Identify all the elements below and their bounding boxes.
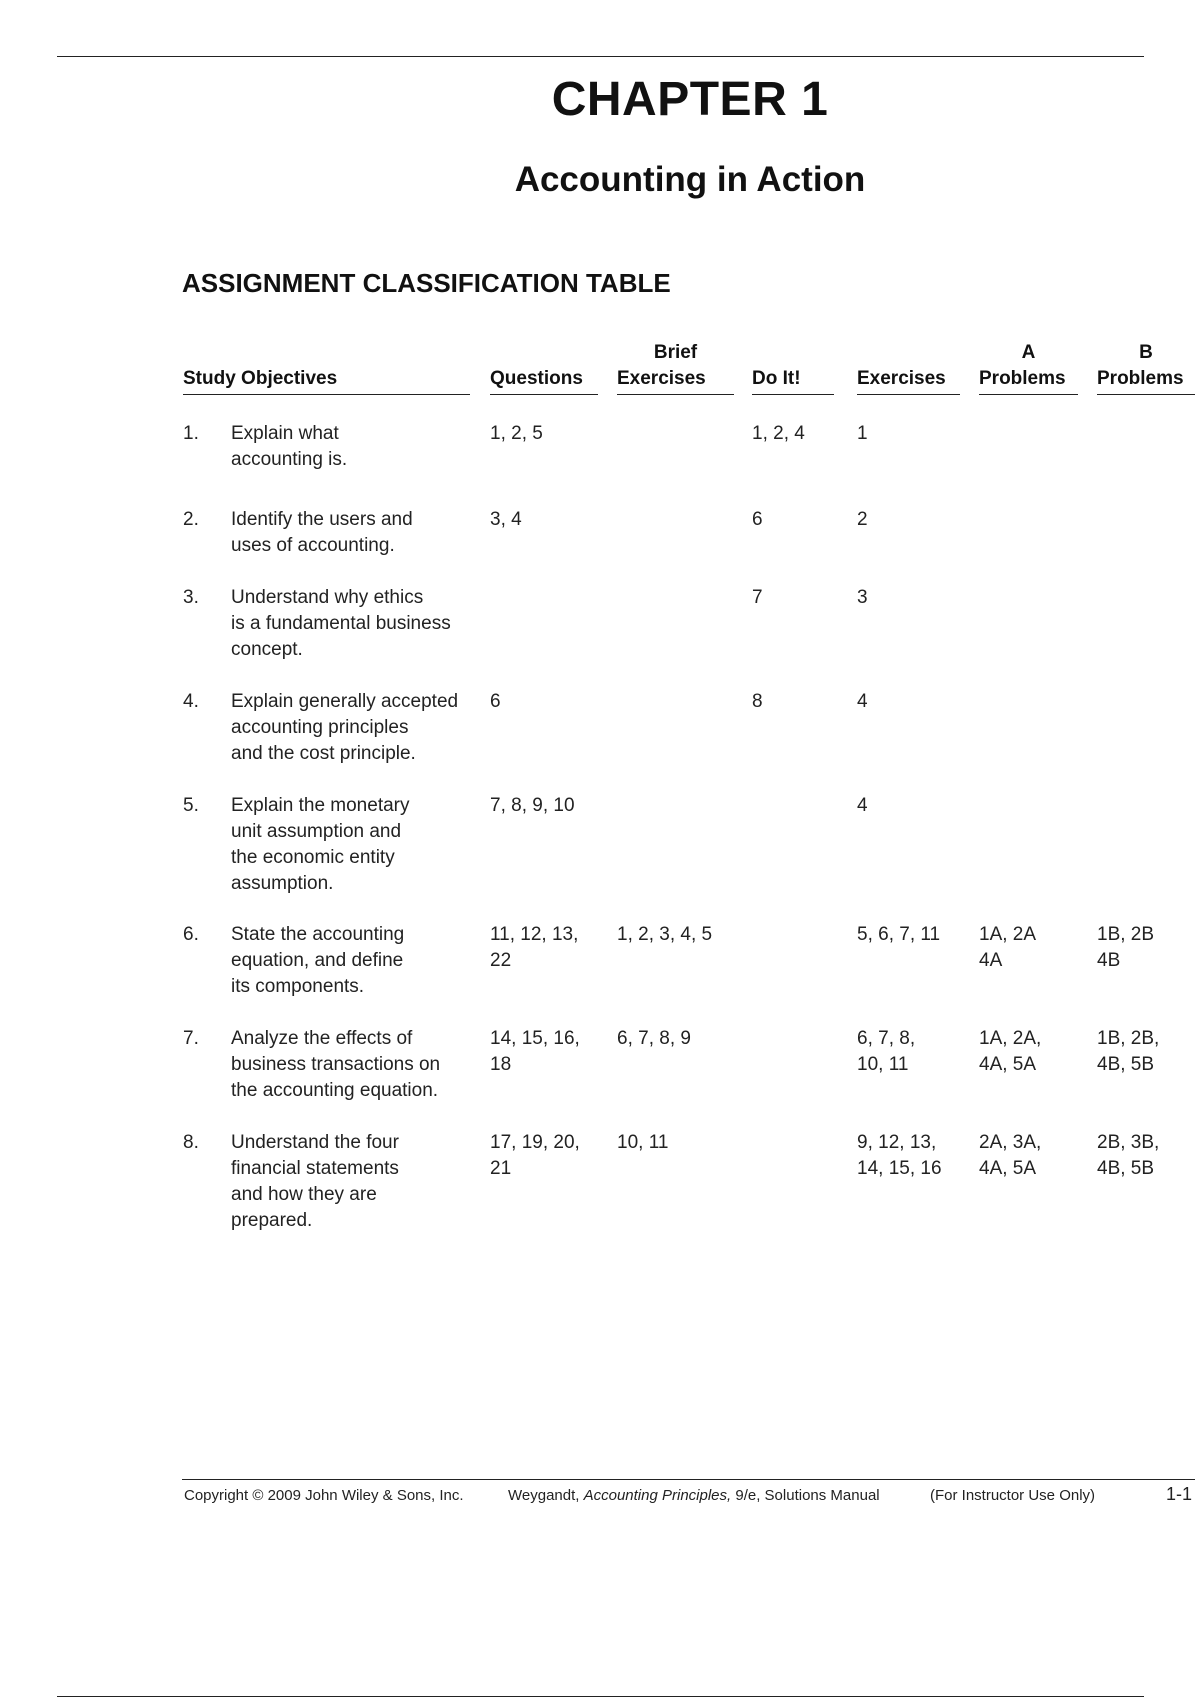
objective-cell <box>231 1130 486 1234</box>
objective-cell-line: Understand the four <box>231 1132 399 1153</box>
b-problems-cell <box>1097 1026 1159 1078</box>
do-it-cell <box>752 585 763 611</box>
exercises-cell-line: 2 <box>857 509 868 530</box>
b-problems-cell <box>1097 1130 1159 1182</box>
objective-cell-line: uses of accounting. <box>231 535 395 556</box>
do-it-cell-line: 8 <box>752 691 763 712</box>
page-number: 1-1 <box>1166 1484 1193 1504</box>
questions-cell <box>490 922 578 974</box>
do-it-cell-line: 7 <box>752 587 763 608</box>
questions-cell-line: 22 <box>490 950 512 971</box>
objective-cell-line: business transactions on <box>231 1054 441 1075</box>
objective-cell-line: the accounting equation. <box>231 1080 439 1101</box>
objective-cell <box>231 1026 486 1104</box>
objective-cell <box>231 507 486 559</box>
questions-cell-line: 1, 2, 5 <box>490 423 543 444</box>
bottom-rule <box>57 1696 1144 1697</box>
exercises-cell-line: 9, 12, 13, <box>857 1132 937 1153</box>
questions-cell-line: 11, 12, 13, <box>490 924 579 945</box>
footer-rule <box>182 1479 1195 1480</box>
objective-number: 2. <box>183 509 199 530</box>
brief-exercises-cell-line: 6, 7, 8, 9 <box>617 1028 691 1049</box>
a-problems-cell-line: 1A, 2A <box>979 924 1037 945</box>
objective-cell <box>231 689 486 767</box>
exercises-cell-line: 4 <box>857 795 868 816</box>
questions-cell <box>490 421 543 447</box>
objective-cell-line: financial statements <box>231 1158 399 1179</box>
b-problems-cell-line: 4B, 5B <box>1097 1054 1155 1075</box>
objective-cell-line: is a fundamental business <box>231 613 451 634</box>
do-it-cell-line: 6 <box>752 509 763 530</box>
objective-cell-line: accounting principles <box>231 717 409 738</box>
objective-cell-line: and the cost principle. <box>231 743 416 764</box>
objective-cell-line: its components. <box>231 976 365 997</box>
chapter-title: CHAPTER 1 <box>551 73 829 126</box>
exercises-cell-line: 3 <box>857 587 868 608</box>
a-problems-cell-line: 4A <box>979 950 1003 971</box>
a-problems-cell-line: 4A, 5A <box>979 1054 1037 1075</box>
questions-cell <box>490 793 575 819</box>
exercises-cell-line: 5, 6, 7, 11 <box>857 924 941 945</box>
b-problems-cell-line: 4B <box>1097 950 1121 971</box>
objective-cell-line: Identify the users and <box>231 509 413 530</box>
objective-cell <box>231 585 486 663</box>
objective-cell-line: State the accounting <box>231 924 405 945</box>
objective-cell-line: concept. <box>231 639 303 660</box>
exercises-cell <box>857 585 868 611</box>
objective-cell-line: unit assumption and <box>231 821 402 842</box>
header-b-problems: B Problems <box>1097 340 1195 395</box>
questions-cell-line: 17, 19, 20, <box>490 1132 580 1153</box>
objective-number: 1. <box>183 423 199 444</box>
objective-number: 3. <box>183 587 199 608</box>
objective-cell-line: Explain the monetary <box>231 795 410 816</box>
top-rule <box>57 56 1144 57</box>
brief-exercises-cell-line: 10, 11 <box>617 1132 669 1153</box>
table-heading: ASSIGNMENT CLASSIFICATION TABLE <box>182 268 671 298</box>
objective-cell-line: Understand why ethics <box>231 587 424 608</box>
objective-cell-line: and how they are <box>231 1184 377 1205</box>
brief-exercises-cell <box>617 1130 668 1156</box>
footer-note: (For Instructor Use Only) <box>930 1487 1096 1504</box>
questions-cell <box>490 507 522 533</box>
objective-cell-line: accounting is. <box>231 449 348 470</box>
exercises-cell-line: 10, 11 <box>857 1054 909 1075</box>
exercises-cell <box>857 793 868 819</box>
questions-cell <box>490 1026 580 1078</box>
exercises-cell-line: 14, 15, 16 <box>857 1158 942 1179</box>
brief-exercises-cell-line: 1, 2, 3, 4, 5 <box>617 924 713 945</box>
header-exercises: Exercises <box>857 366 960 395</box>
objective-cell-line: Explain what <box>231 423 339 444</box>
questions-cell-line: 3, 4 <box>490 509 522 530</box>
header-do-it: Do It! <box>752 366 834 395</box>
header-a-problems: A Problems <box>979 340 1078 395</box>
objective-cell-line: Analyze the effects of <box>231 1028 413 1049</box>
exercises-cell <box>857 421 868 447</box>
exercises-cell-line: 4 <box>857 691 868 712</box>
do-it-cell <box>752 507 763 533</box>
objective-number: 4. <box>183 691 199 712</box>
questions-cell <box>490 1130 580 1182</box>
a-problems-cell <box>979 1026 1041 1078</box>
header-brief-exercises: Brief Exercises <box>617 340 734 395</box>
objective-cell <box>231 793 486 897</box>
objective-number: 7. <box>183 1028 199 1049</box>
a-problems-cell <box>979 1130 1041 1182</box>
b-problems-cell-line: 4B, 5B <box>1097 1158 1155 1179</box>
questions-cell-line: 14, 15, 16, <box>490 1028 580 1049</box>
brief-exercises-cell <box>617 922 712 948</box>
objective-cell-line: prepared. <box>231 1210 313 1231</box>
a-problems-cell-line: 4A, 5A <box>979 1158 1037 1179</box>
objective-number: 5. <box>183 795 199 816</box>
do-it-cell-line: 1, 2, 4 <box>752 423 805 444</box>
do-it-cell <box>752 421 805 447</box>
objective-cell <box>231 922 486 1000</box>
header-questions: Questions <box>490 366 598 395</box>
objective-cell <box>231 421 486 473</box>
b-problems-cell-line: 1B, 2B, <box>1097 1028 1160 1049</box>
exercises-cell <box>857 689 868 715</box>
b-problems-cell-line: 1B, 2B <box>1097 924 1155 945</box>
questions-cell-line: 7, 8, 9, 10 <box>490 795 575 816</box>
chapter-subtitle: Accounting in Action <box>514 160 866 199</box>
footer-source: Weygandt, Accounting Principles, 9/e, Solutions Manual <box>508 1487 880 1504</box>
questions-cell <box>490 689 501 715</box>
a-problems-cell-line: 1A, 2A, <box>979 1028 1042 1049</box>
questions-cell-line: 6 <box>490 691 501 712</box>
exercises-cell <box>857 1026 915 1078</box>
exercises-cell <box>857 922 940 948</box>
header-study-objectives: Study Objectives <box>183 366 470 395</box>
b-problems-cell <box>1097 922 1154 974</box>
footer-copyright: Copyright © 2009 John Wiley & Sons, Inc. <box>184 1487 464 1504</box>
questions-cell-line: 18 <box>490 1054 512 1075</box>
b-problems-cell-line: 2B, 3B, <box>1097 1132 1160 1153</box>
objective-number: 8. <box>183 1132 199 1153</box>
do-it-cell <box>752 689 763 715</box>
a-problems-cell-line: 2A, 3A, <box>979 1132 1042 1153</box>
objective-cell-line: Explain generally accepted <box>231 691 459 712</box>
objective-cell-line: equation, and define <box>231 950 404 971</box>
objective-cell-line: assumption. <box>231 873 334 894</box>
objective-cell-line: the economic entity <box>231 847 395 868</box>
exercises-cell-line: 6, 7, 8, <box>857 1028 916 1049</box>
exercises-cell <box>857 507 868 533</box>
objective-number: 6. <box>183 924 199 945</box>
questions-cell-line: 21 <box>490 1158 512 1179</box>
exercises-cell <box>857 1130 942 1182</box>
exercises-cell-line: 1 <box>857 423 868 444</box>
a-problems-cell <box>979 922 1036 974</box>
brief-exercises-cell <box>617 1026 691 1052</box>
